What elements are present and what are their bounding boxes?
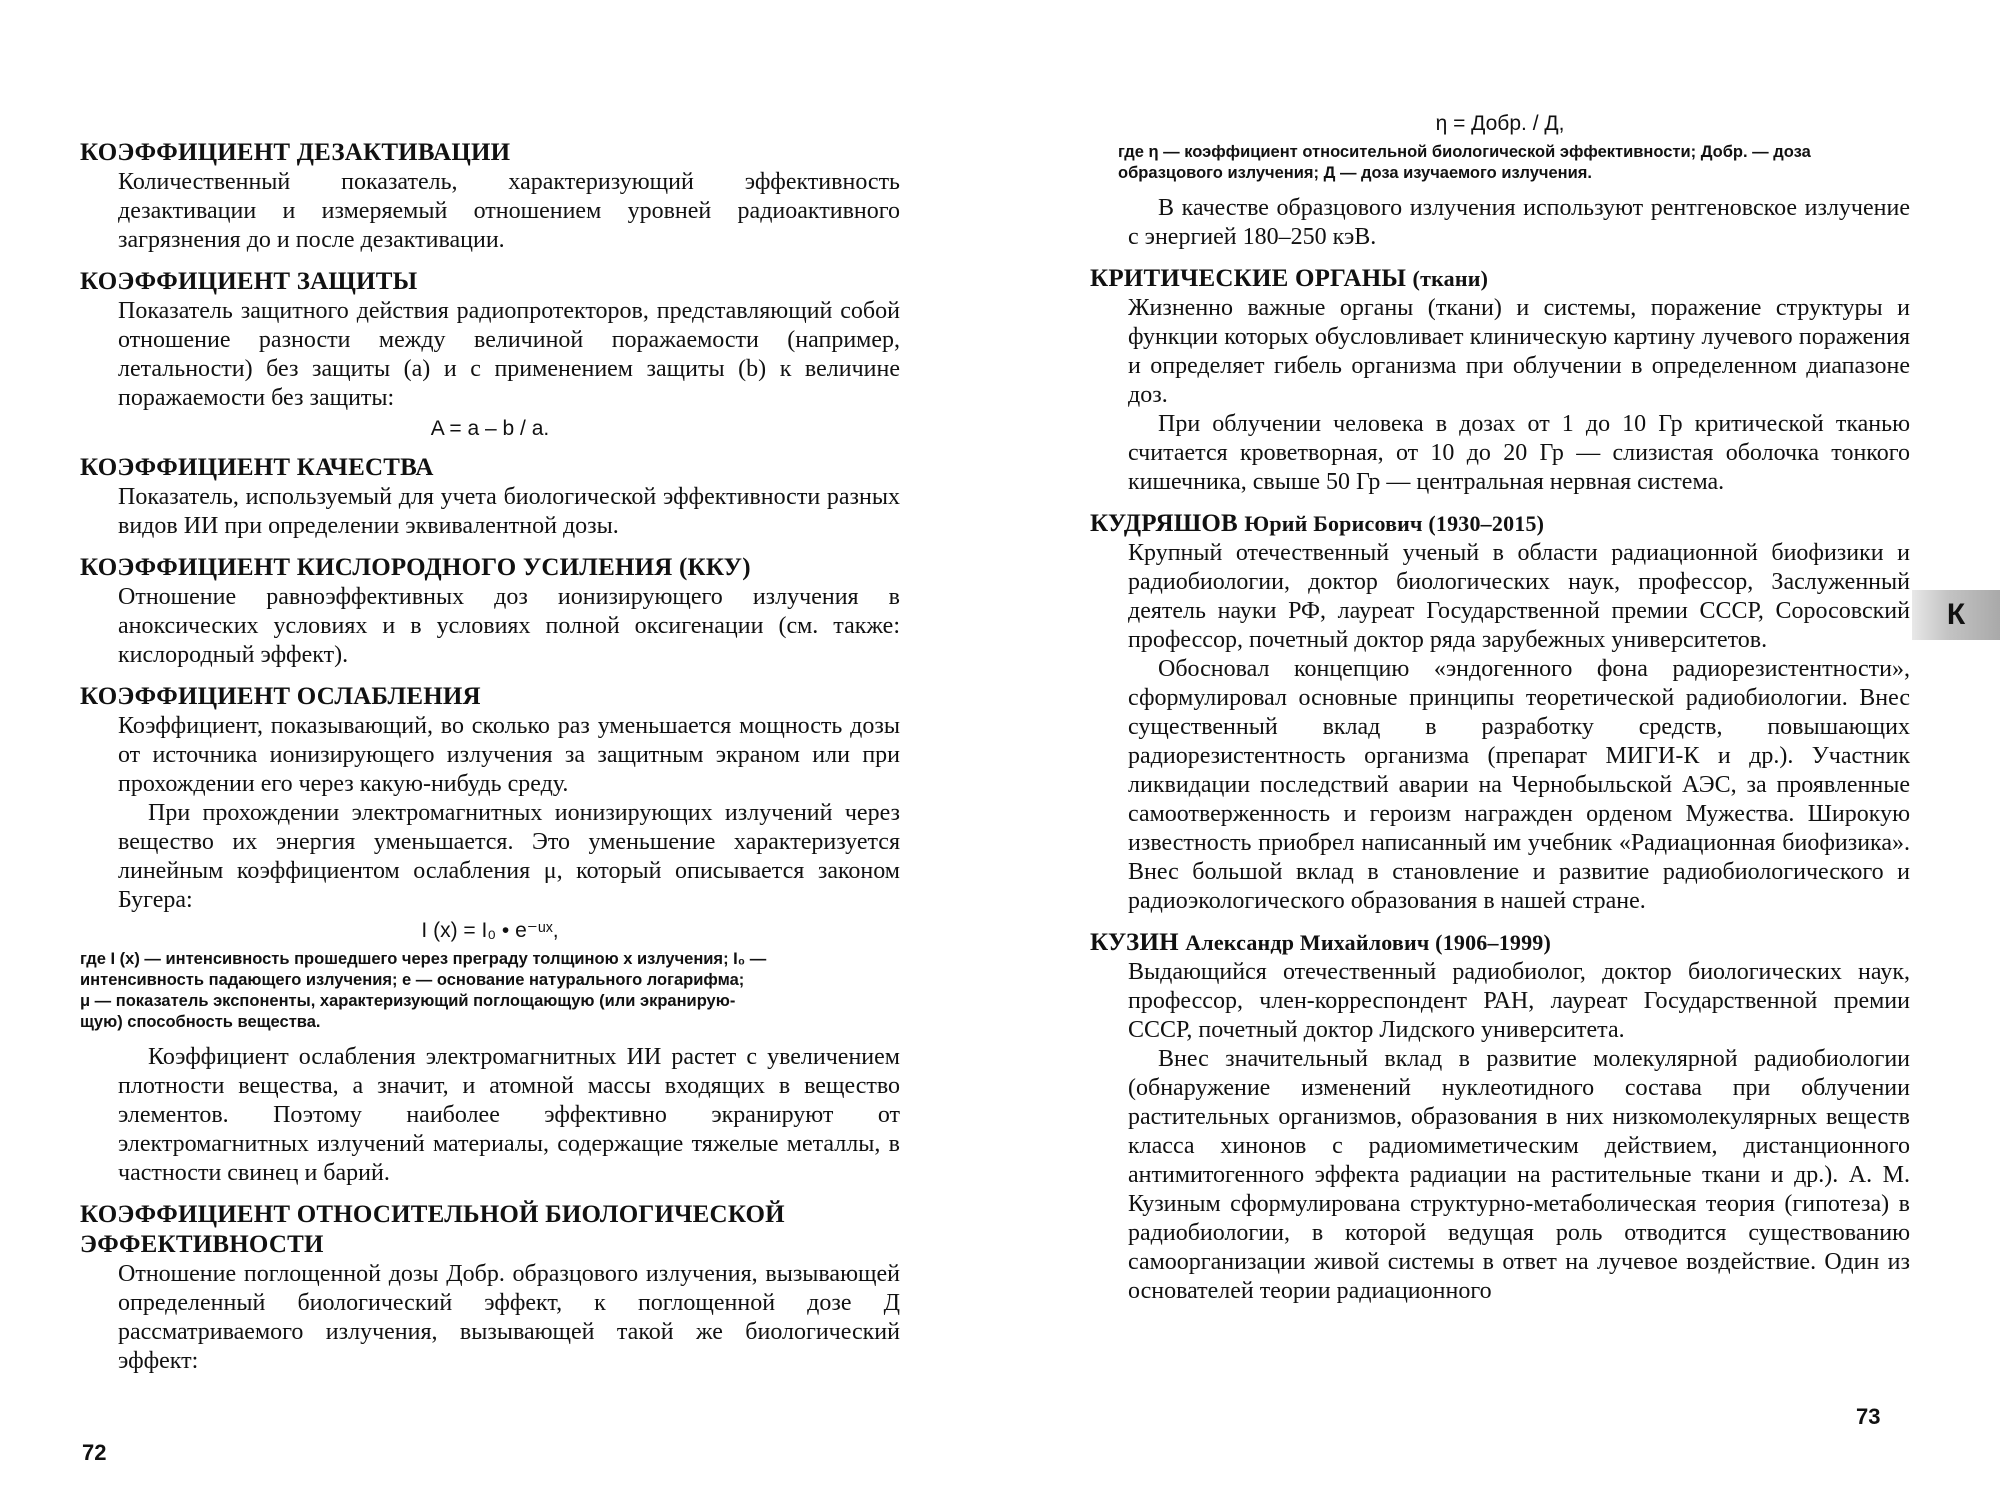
entry-text: Показатель защитного действия радиопротекторов, представляющий собой отношение разности между величиной поражаемости (например, летальности) без защиты (a) и с применением защиты (b) к величине поражаемости без защиты: <box>118 298 900 411</box>
section-tab-letter: К <box>1946 598 1966 631</box>
entry-text: Коэффициент ослабления электромагнитных ИИ растет с увеличением плотности вещества, а значит, и атомной массы входящих в вещество элементов. Поэтому наиболее эффективно экранируют от электромагнитных излучений материалы, содержащие тяжелые металлы, в частности свинец и барий. <box>118 1044 900 1186</box>
entry-text: Внес значительный вклад в развитие молекулярной радиобиологии (обнаружение изменений нуклеотидного состава при облучении растительных организмов, образования в них низкомолекулярных веществ класса хинонов с радиомиметическим действием, дистанционного антимитогенного эффекта радиации на растительные ткани и др.). А. М. Кузиным сформулирована структурно-метаболическая теория (гипотеза) в радиобиологии, в которой ведущая роль отводится существованию самоорганизации живой системы в ответ на лучевое воздействие. Один из основателей теории радиационного <box>1128 1046 1910 1304</box>
entry-title: КОЭФФИЦИЕНТ ДЕЗАКТИВАЦИИ <box>80 139 511 166</box>
entry-title <box>1090 264 1910 294</box>
entry-title: КОЭФФИЦИЕНТ КИСЛОРОДНОГО УСИЛЕНИЯ (ККУ) <box>80 554 751 581</box>
page-number-left: 72 <box>82 1440 107 1465</box>
right-page <box>1090 0 1910 1306</box>
entry-title: КОЭФФИЦИЕНТ ЗАЩИТЫ <box>80 268 418 295</box>
entry-text: Показатель, используемый для учета биологической эффективности разных видов ИИ при определении эквивалентной дозы. <box>118 484 900 539</box>
formula-note <box>80 949 900 1033</box>
formula: A = a – b / a. <box>430 417 550 440</box>
left-page <box>80 0 900 1376</box>
page-number-right: 73 <box>1856 1404 1881 1429</box>
note-line: где I (x) — интенсивность прошедшего через преграду толщиною x излучения; I₀ — <box>80 950 767 968</box>
entry-text: Жизненно важные органы (ткани) и системы, поражение структуры и функции которых обусловливает клиническую картину лучевого поражения и определяет гибель организма при облучении в определенном диапазоне доз. <box>1128 295 1910 408</box>
entry-text: При прохождении электромагнитных ионизирующих излучений через вещество их энергия уменьшается. Это уменьшение характеризуется линейным коэффициентом ослабления μ, который описывается законом Бугера: <box>118 800 900 913</box>
entry-title-main: КРИТИЧЕСКИЕ ОРГАНЫ <box>1090 265 1407 292</box>
formula: I (x) = I₀ • e⁻ᵘˣ, <box>421 919 559 942</box>
entry-text: Крупный отечественный ученый в области радиационной биофизики и радиобиологии, доктор биологических наук, профессор, Заслуженный деятель науки РФ, лауреат Государственной премии СССР, Соросовский профессор, почетный доктор ряда зарубежных университетов. <box>1128 540 1910 653</box>
formula-note <box>1090 142 1910 184</box>
note-line: интенсивность падающего излучения; e — основание натурального логарифма; <box>80 971 745 989</box>
entry-title-main: КУДРЯШОВ <box>1090 510 1238 537</box>
entry-text: Отношение равноэффективных доз ионизирующего излучения в аноксических условиях и в условиях полной оксигенации (см. также: кислородный эффект). <box>118 584 900 668</box>
entry-title <box>1090 509 1910 539</box>
entry-text: Обосновал концепцию «эндогенного фона радиорезистентности», сформулировал основные принципы теоретической радиобиологии. Внес существенный вклад в разработку средств, повышающих радиорезистентность организма (препарат МИГИ-К и др.). Участник ликвидации последствий аварии на Чернобыльской АЭС, за проявленные самоотверженность и героизм награжден орденом Мужества. Широкую известность приобрел написанный им учебник «Радиационная биофизика». Внес большой вклад в становление и развитие радиобиологического и радиоэкологического образования в нашей стране. <box>1128 656 1910 914</box>
entry-title: КОЭФФИЦИЕНТ ОТНОСИТЕЛЬНОЙ БИОЛОГИЧЕСКОЙ ЭФФЕКТИВНОСТИ <box>80 1201 785 1258</box>
entry-text: Отношение поглощенной дозы Добр. образцового излучения, вызывающей определенный биологический эффект, к поглощенной дозе Д рассматриваемого излучения, вызывающей такой же биологический эффект: <box>118 1261 900 1374</box>
note-line: где η — коэффициент относительной биологической эффективности; Добр. — доза <box>1118 143 1811 161</box>
note-line: щую) способность вещества. <box>80 1013 321 1031</box>
formula: η = Добр. / Д, <box>1435 112 1565 135</box>
entry-title-rest: (ткани) <box>1412 266 1489 291</box>
entry-text: Коэффициент, показывающий, во сколько раз уменьшается мощность дозы от источника ионизирующего излучения за защитным экраном или при прохождении его через какую-нибудь среду. <box>118 713 900 797</box>
entry-text: При облучении человека в дозах от 1 до 10 Гр критической тканью считается кроветворная, от 10 до 20 Гр — слизистая оболочка тонкого кишечника, свыше 50 Гр — центральная нервная система. <box>1128 411 1910 495</box>
entry-text: В качестве образцового излучения используют рентгеновское излучение с энергией 180–250 кэВ. <box>1128 195 1910 250</box>
entry-title: КОЭФФИЦИЕНТ ОСЛАБЛЕНИЯ <box>80 683 481 710</box>
entry-title-rest: Александр Михайлович (1906–1999) <box>1185 930 1552 955</box>
note-line: μ — показатель экспоненты, характеризующий поглощающую (или экранирую- <box>80 992 736 1010</box>
entry-title <box>1090 928 1910 958</box>
entry-title-rest: Юрий Борисович (1930–2015) <box>1244 511 1545 536</box>
entry-text: Выдающийся отечественный радиобиолог, доктор биологических наук, профессор, член-корреспондент РАН, лауреат Государственной премии СССР, почетный доктор Лидского университета. <box>1128 959 1910 1043</box>
note-line: образцового излучения; Д — доза изучаемого излучения. <box>1118 164 1592 182</box>
section-tab-k <box>1912 590 2000 640</box>
entry-text: Количественный показатель, характеризующий эффективность дезактивации и измеряемый отношением уровней радиоактивного загрязнения до и после дезактивации. <box>118 169 900 253</box>
entry-title-main: КУЗИН <box>1090 929 1179 956</box>
entry-title: КОЭФФИЦИЕНТ КАЧЕСТВА <box>80 454 434 481</box>
